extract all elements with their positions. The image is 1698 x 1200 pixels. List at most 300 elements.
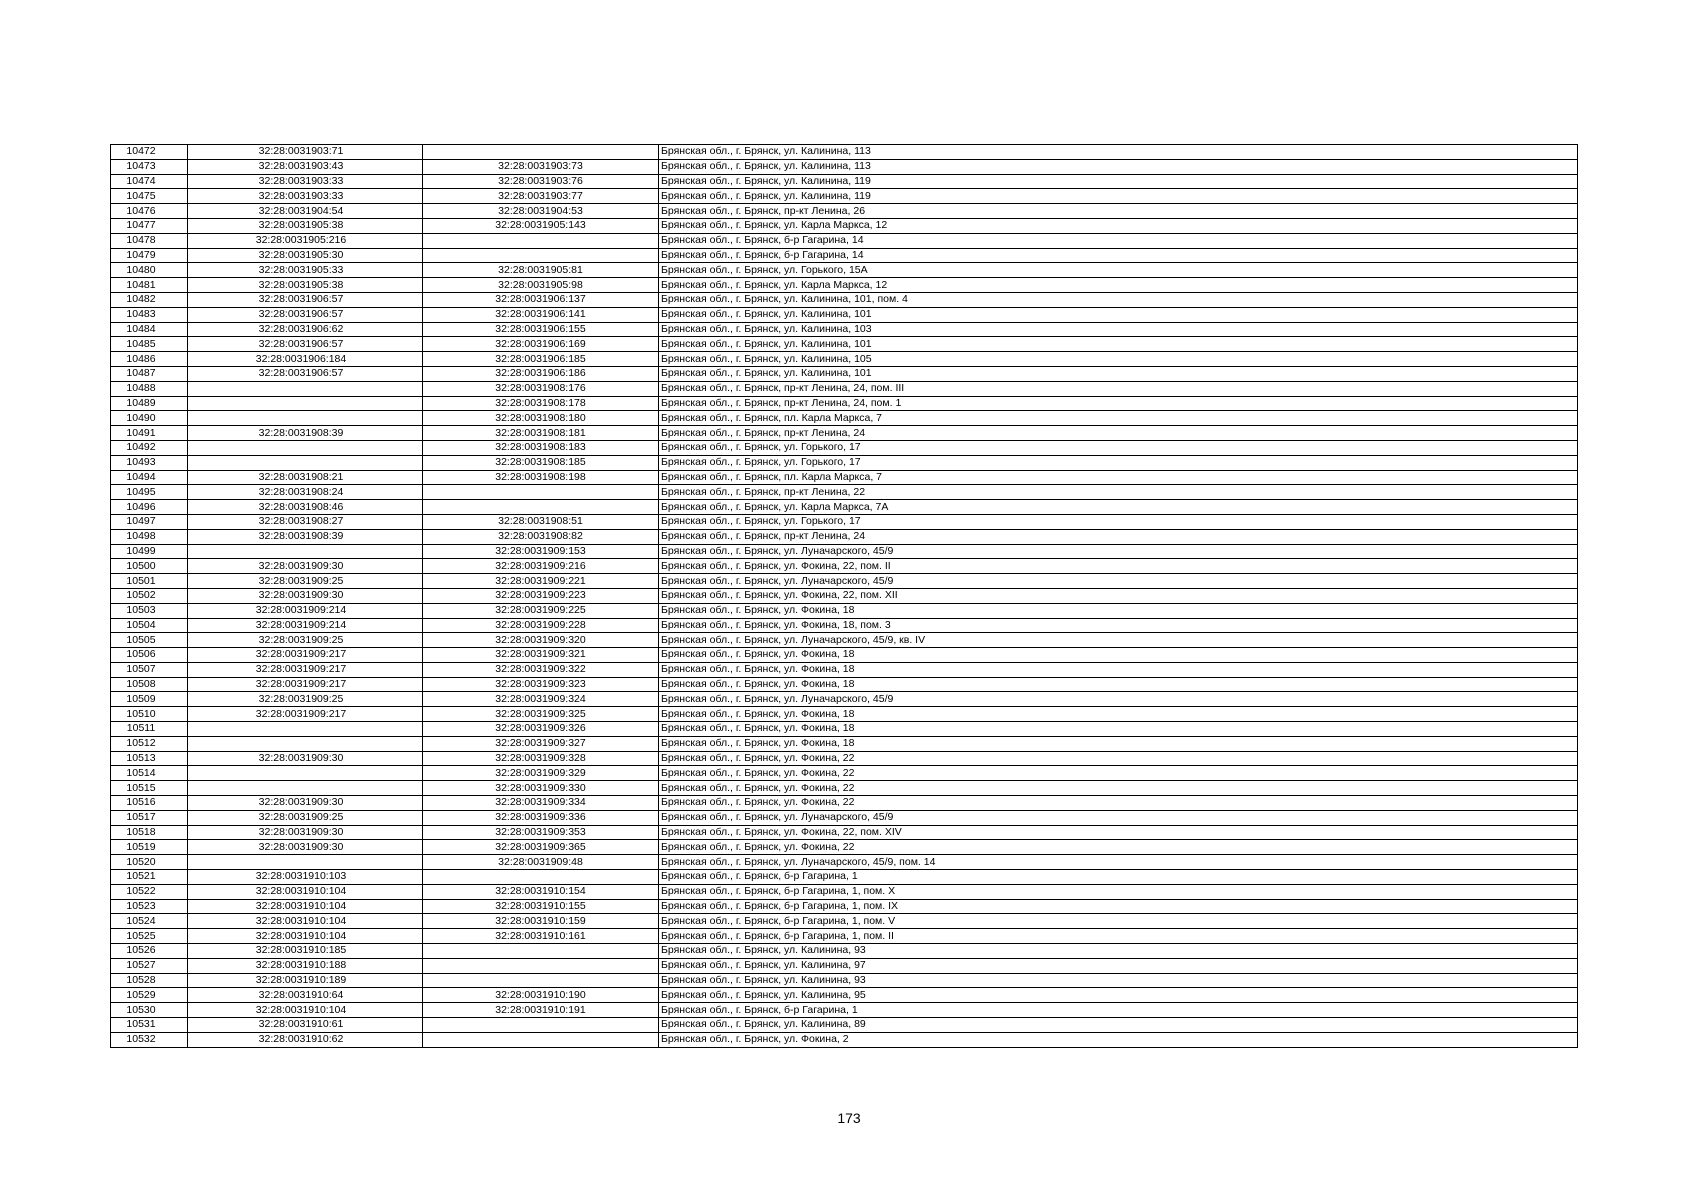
- cadastral-number-cell: [188, 455, 423, 470]
- address-cell: Брянская обл., г. Брянск, ул. Луначарского, 45/9: [659, 692, 1578, 707]
- row-number-cell: 10477: [111, 218, 188, 233]
- address-cell: Брянская обл., г. Брянск, ул. Калинина, 119: [659, 174, 1578, 189]
- address-cell: Брянская обл., г. Брянск, ул. Луначарского, 45/9: [659, 574, 1578, 589]
- cadastral-number-cell: 32:28:0031909:25: [188, 810, 423, 825]
- related-cadastral-number-cell: [423, 1032, 659, 1047]
- row-number-cell: 10485: [111, 337, 188, 352]
- related-cadastral-number-cell: 32:28:0031909:334: [423, 796, 659, 811]
- related-cadastral-number-cell: [423, 870, 659, 885]
- cadastral-number-cell: [188, 766, 423, 781]
- row-number-cell: 10509: [111, 692, 188, 707]
- table-row: [111, 973, 1578, 988]
- related-cadastral-number-cell: 32:28:0031910:159: [423, 914, 659, 929]
- table-row: [111, 411, 1578, 426]
- table-row: [111, 145, 1578, 160]
- address-cell: Брянская обл., г. Брянск, ул. Карла Маркса, 12: [659, 278, 1578, 293]
- address-cell: Брянская обл., г. Брянск, ул. Фокина, 18: [659, 662, 1578, 677]
- related-cadastral-number-cell: 32:28:0031905:81: [423, 263, 659, 278]
- related-cadastral-number-cell: [423, 233, 659, 248]
- related-cadastral-number-cell: 32:28:0031909:223: [423, 588, 659, 603]
- cadastral-number-cell: 32:28:0031910:189: [188, 973, 423, 988]
- row-number-cell: 10520: [111, 855, 188, 870]
- row-number-cell: 10495: [111, 485, 188, 500]
- address-cell: Брянская обл., г. Брянск, ул. Фокина, 18: [659, 648, 1578, 663]
- related-cadastral-number-cell: 32:28:0031905:98: [423, 278, 659, 293]
- address-cell: Брянская обл., г. Брянск, ул. Калинина, 101: [659, 337, 1578, 352]
- table-row: [111, 648, 1578, 663]
- page-number: 173: [837, 1110, 861, 1126]
- cadastral-number-cell: 32:28:0031910:104: [188, 929, 423, 944]
- table-row: [111, 189, 1578, 204]
- cadastral-number-cell: 32:28:0031909:25: [188, 633, 423, 648]
- related-cadastral-number-cell: 32:28:0031908:183: [423, 440, 659, 455]
- address-cell: Брянская обл., г. Брянск, ул. Горького, 17: [659, 514, 1578, 529]
- table-row: [111, 929, 1578, 944]
- address-cell: Брянская обл., г. Брянск, ул. Горького, 17: [659, 440, 1578, 455]
- cadastral-number-cell: 32:28:0031909:214: [188, 603, 423, 618]
- related-cadastral-number-cell: 32:28:0031908:180: [423, 411, 659, 426]
- address-cell: Брянская обл., г. Брянск, ул. Калинина, 95: [659, 988, 1578, 1003]
- row-number-cell: 10522: [111, 884, 188, 899]
- cadastral-number-cell: 32:28:0031909:30: [188, 588, 423, 603]
- table-row: [111, 870, 1578, 885]
- address-cell: Брянская обл., г. Брянск, ул. Луначарского, 45/9, пом. 14: [659, 855, 1578, 870]
- row-number-cell: 10519: [111, 840, 188, 855]
- table-row: [111, 248, 1578, 263]
- related-cadastral-number-cell: 32:28:0031909:228: [423, 618, 659, 633]
- address-cell: Брянская обл., г. Брянск, пл. Карла Маркса, 7: [659, 411, 1578, 426]
- cadastral-number-cell: 32:28:0031908:21: [188, 470, 423, 485]
- related-cadastral-number-cell: 32:28:0031909:216: [423, 559, 659, 574]
- cadastral-number-cell: 32:28:0031910:188: [188, 958, 423, 973]
- row-number-cell: 10523: [111, 899, 188, 914]
- address-cell: Брянская обл., г. Брянск, пр-кт Ленина, 24: [659, 529, 1578, 544]
- table-row: [111, 825, 1578, 840]
- related-cadastral-number-cell: 32:28:0031909:320: [423, 633, 659, 648]
- table-row: [111, 1032, 1578, 1047]
- cadastral-number-cell: 32:28:0031903:43: [188, 159, 423, 174]
- cadastral-number-cell: 32:28:0031908:39: [188, 426, 423, 441]
- table-row: [111, 263, 1578, 278]
- row-number-cell: 10499: [111, 544, 188, 559]
- table-row: [111, 603, 1578, 618]
- cadastral-number-cell: 32:28:0031909:30: [188, 751, 423, 766]
- row-number-cell: 10516: [111, 796, 188, 811]
- cadastral-number-cell: 32:28:0031909:217: [188, 648, 423, 663]
- table-row: [111, 559, 1578, 574]
- table-row: [111, 810, 1578, 825]
- cadastral-number-cell: 32:28:0031906:62: [188, 322, 423, 337]
- cadastral-number-cell: [188, 411, 423, 426]
- address-cell: Брянская обл., г. Брянск, пл. Карла Маркса, 7: [659, 470, 1578, 485]
- address-cell: Брянская обл., г. Брянск, пр-кт Ленина, 26: [659, 204, 1578, 219]
- row-number-cell: 10518: [111, 825, 188, 840]
- address-cell: Брянская обл., г. Брянск, ул. Горького, 17: [659, 455, 1578, 470]
- address-cell: Брянская обл., г. Брянск, ул. Фокина, 2: [659, 1032, 1578, 1047]
- table-row: [111, 426, 1578, 441]
- cadastral-number-cell: 32:28:0031910:64: [188, 988, 423, 1003]
- table-row: [111, 1003, 1578, 1018]
- table-row: [111, 470, 1578, 485]
- table-row: [111, 677, 1578, 692]
- related-cadastral-number-cell: 32:28:0031910:155: [423, 899, 659, 914]
- cadastral-number-cell: [188, 722, 423, 737]
- table-row: [111, 307, 1578, 322]
- table-row: [111, 440, 1578, 455]
- cadastral-number-cell: 32:28:0031906:57: [188, 292, 423, 307]
- cadastral-number-cell: 32:28:0031909:30: [188, 796, 423, 811]
- address-cell: Брянская обл., г. Брянск, ул. Калинина, 93: [659, 973, 1578, 988]
- table-row: [111, 944, 1578, 959]
- address-cell: Брянская обл., г. Брянск, ул. Фокина, 22, пом. II: [659, 559, 1578, 574]
- related-cadastral-number-cell: 32:28:0031908:51: [423, 514, 659, 529]
- related-cadastral-number-cell: 32:28:0031909:330: [423, 781, 659, 796]
- row-number-cell: 10510: [111, 707, 188, 722]
- table-row: [111, 233, 1578, 248]
- cadastral-number-cell: 32:28:0031910:103: [188, 870, 423, 885]
- address-cell: Брянская обл., г. Брянск, ул. Фокина, 18: [659, 707, 1578, 722]
- table-row: [111, 352, 1578, 367]
- table-row: [111, 840, 1578, 855]
- table-row: [111, 514, 1578, 529]
- table-row: [111, 174, 1578, 189]
- registry-table-body: [111, 145, 1578, 1048]
- address-cell: Брянская обл., г. Брянск, ул. Фокина, 22: [659, 751, 1578, 766]
- address-cell: Брянская обл., г. Брянск, ул. Фокина, 18: [659, 603, 1578, 618]
- table-row: [111, 751, 1578, 766]
- row-number-cell: 10505: [111, 633, 188, 648]
- address-cell: Брянская обл., г. Брянск, ул. Калинина, 105: [659, 352, 1578, 367]
- row-number-cell: 10526: [111, 944, 188, 959]
- address-cell: Брянская обл., г. Брянск, пр-кт Ленина, 24: [659, 426, 1578, 441]
- related-cadastral-number-cell: 32:28:0031906:185: [423, 352, 659, 367]
- row-number-cell: 10480: [111, 263, 188, 278]
- address-cell: Брянская обл., г. Брянск, ул. Калинина, 89: [659, 1018, 1578, 1033]
- address-cell: Брянская обл., г. Брянск, пр-кт Ленина, 22: [659, 485, 1578, 500]
- row-number-cell: 10479: [111, 248, 188, 263]
- related-cadastral-number-cell: [423, 500, 659, 515]
- row-number-cell: 10517: [111, 810, 188, 825]
- table-row: [111, 988, 1578, 1003]
- related-cadastral-number-cell: 32:28:0031910:161: [423, 929, 659, 944]
- related-cadastral-number-cell: 32:28:0031909:322: [423, 662, 659, 677]
- address-cell: Брянская обл., г. Брянск, ул. Луначарского, 45/9: [659, 810, 1578, 825]
- table-row: [111, 159, 1578, 174]
- table-row: [111, 958, 1578, 973]
- table-row: [111, 574, 1578, 589]
- row-number-cell: 10513: [111, 751, 188, 766]
- address-cell: Брянская обл., г. Брянск, б-р Гагарина, 1, пом. V: [659, 914, 1578, 929]
- related-cadastral-number-cell: 32:28:0031909:225: [423, 603, 659, 618]
- cadastral-number-cell: [188, 440, 423, 455]
- cadastral-number-cell: 32:28:0031905:30: [188, 248, 423, 263]
- address-cell: Брянская обл., г. Брянск, ул. Калинина, 101: [659, 366, 1578, 381]
- related-cadastral-number-cell: 32:28:0031909:323: [423, 677, 659, 692]
- cadastral-number-cell: 32:28:0031910:104: [188, 1003, 423, 1018]
- row-number-cell: 10490: [111, 411, 188, 426]
- table-row: [111, 500, 1578, 515]
- address-cell: Брянская обл., г. Брянск, ул. Калинина, 93: [659, 944, 1578, 959]
- cadastral-number-cell: 32:28:0031910:104: [188, 899, 423, 914]
- related-cadastral-number-cell: 32:28:0031903:73: [423, 159, 659, 174]
- related-cadastral-number-cell: 32:28:0031906:155: [423, 322, 659, 337]
- table-row: [111, 662, 1578, 677]
- row-number-cell: 10491: [111, 426, 188, 441]
- table-row: [111, 322, 1578, 337]
- row-number-cell: 10478: [111, 233, 188, 248]
- cadastral-number-cell: 32:28:0031905:38: [188, 218, 423, 233]
- table-row: [111, 722, 1578, 737]
- cadastral-number-cell: [188, 381, 423, 396]
- related-cadastral-number-cell: 32:28:0031910:191: [423, 1003, 659, 1018]
- table-row: [111, 337, 1578, 352]
- row-number-cell: 10493: [111, 455, 188, 470]
- row-number-cell: 10503: [111, 603, 188, 618]
- table-row: [111, 855, 1578, 870]
- address-cell: Брянская обл., г. Брянск, ул. Калинина, 101: [659, 307, 1578, 322]
- table-row: [111, 588, 1578, 603]
- table-row: [111, 707, 1578, 722]
- table-row: [111, 218, 1578, 233]
- cadastral-number-cell: 32:28:0031909:25: [188, 692, 423, 707]
- row-number-cell: 10492: [111, 440, 188, 455]
- row-number-cell: 10530: [111, 1003, 188, 1018]
- address-cell: Брянская обл., г. Брянск, ул. Калинина, 113: [659, 145, 1578, 160]
- address-cell: Брянская обл., г. Брянск, ул. Фокина, 18: [659, 677, 1578, 692]
- row-number-cell: 10489: [111, 396, 188, 411]
- row-number-cell: 10515: [111, 781, 188, 796]
- table-row: [111, 781, 1578, 796]
- related-cadastral-number-cell: 32:28:0031903:77: [423, 189, 659, 204]
- related-cadastral-number-cell: 32:28:0031909:325: [423, 707, 659, 722]
- table-row: [111, 278, 1578, 293]
- table-row: [111, 899, 1578, 914]
- address-cell: Брянская обл., г. Брянск, б-р Гагарина, 1, пом. II: [659, 929, 1578, 944]
- table-row: [111, 455, 1578, 470]
- table-row: [111, 766, 1578, 781]
- row-number-cell: 10507: [111, 662, 188, 677]
- row-number-cell: 10497: [111, 514, 188, 529]
- cadastral-number-cell: 32:28:0031909:30: [188, 559, 423, 574]
- row-number-cell: 10511: [111, 722, 188, 737]
- cadastral-number-cell: 32:28:0031908:39: [188, 529, 423, 544]
- address-cell: Брянская обл., г. Брянск, б-р Гагарина, 1: [659, 870, 1578, 885]
- row-number-cell: 10504: [111, 618, 188, 633]
- cadastral-number-cell: [188, 781, 423, 796]
- table-row: [111, 396, 1578, 411]
- related-cadastral-number-cell: [423, 145, 659, 160]
- row-number-cell: 10529: [111, 988, 188, 1003]
- cadastral-number-cell: 32:28:0031909:214: [188, 618, 423, 633]
- table-row: [111, 884, 1578, 899]
- address-cell: Брянская обл., г. Брянск, пр-кт Ленина, 24, пом. 1: [659, 396, 1578, 411]
- cadastral-number-cell: 32:28:0031910:61: [188, 1018, 423, 1033]
- row-number-cell: 10508: [111, 677, 188, 692]
- cadastral-number-cell: 32:28:0031903:33: [188, 189, 423, 204]
- related-cadastral-number-cell: 32:28:0031903:76: [423, 174, 659, 189]
- address-cell: Брянская обл., г. Брянск, ул. Луначарского, 45/9, кв. IV: [659, 633, 1578, 648]
- related-cadastral-number-cell: 32:28:0031910:190: [423, 988, 659, 1003]
- related-cadastral-number-cell: 32:28:0031908:176: [423, 381, 659, 396]
- cadastral-number-cell: 32:28:0031903:33: [188, 174, 423, 189]
- row-number-cell: 10496: [111, 500, 188, 515]
- related-cadastral-number-cell: 32:28:0031909:328: [423, 751, 659, 766]
- cadastral-number-cell: 32:28:0031910:62: [188, 1032, 423, 1047]
- table-row: [111, 485, 1578, 500]
- related-cadastral-number-cell: 32:28:0031908:178: [423, 396, 659, 411]
- row-number-cell: 10514: [111, 766, 188, 781]
- table-row: [111, 692, 1578, 707]
- row-number-cell: 10512: [111, 736, 188, 751]
- cadastral-number-cell: 32:28:0031905:38: [188, 278, 423, 293]
- related-cadastral-number-cell: [423, 1018, 659, 1033]
- related-cadastral-number-cell: 32:28:0031909:336: [423, 810, 659, 825]
- cadastral-number-cell: 32:28:0031906:57: [188, 366, 423, 381]
- related-cadastral-number-cell: 32:28:0031904:53: [423, 204, 659, 219]
- table-row: [111, 529, 1578, 544]
- cadastral-number-cell: 32:28:0031909:30: [188, 840, 423, 855]
- address-cell: Брянская обл., г. Брянск, ул. Фокина, 18: [659, 736, 1578, 751]
- row-number-cell: 10527: [111, 958, 188, 973]
- row-number-cell: 10498: [111, 529, 188, 544]
- address-cell: Брянская обл., г. Брянск, пр-кт Ленина, 24, пом. III: [659, 381, 1578, 396]
- address-cell: Брянская обл., г. Брянск, б-р Гагарина, 14: [659, 248, 1578, 263]
- address-cell: Брянская обл., г. Брянск, б-р Гагарина, 1: [659, 1003, 1578, 1018]
- address-cell: Брянская обл., г. Брянск, б-р Гагарина, 1, пом. IX: [659, 899, 1578, 914]
- address-cell: Брянская обл., г. Брянск, ул. Фокина, 18, пом. 3: [659, 618, 1578, 633]
- row-number-cell: 10487: [111, 366, 188, 381]
- address-cell: Брянская обл., г. Брянск, ул. Калинина, 103: [659, 322, 1578, 337]
- row-number-cell: 10481: [111, 278, 188, 293]
- address-cell: Брянская обл., г. Брянск, ул. Фокина, 22: [659, 781, 1578, 796]
- row-number-cell: 10506: [111, 648, 188, 663]
- cadastral-number-cell: 32:28:0031908:27: [188, 514, 423, 529]
- address-cell: Брянская обл., г. Брянск, б-р Гагарина, 1, пом. X: [659, 884, 1578, 899]
- row-number-cell: 10502: [111, 588, 188, 603]
- related-cadastral-number-cell: 32:28:0031909:321: [423, 648, 659, 663]
- cadastral-number-cell: 32:28:0031910:104: [188, 884, 423, 899]
- address-cell: Брянская обл., г. Брянск, ул. Луначарского, 45/9: [659, 544, 1578, 559]
- table-row: [111, 381, 1578, 396]
- cadastral-number-cell: [188, 544, 423, 559]
- address-cell: Брянская обл., г. Брянск, ул. Горького, 15А: [659, 263, 1578, 278]
- cadastral-number-cell: 32:28:0031910:104: [188, 914, 423, 929]
- address-cell: Брянская обл., г. Брянск, ул. Калинина, 119: [659, 189, 1578, 204]
- address-cell: Брянская обл., г. Брянск, ул. Фокина, 22: [659, 766, 1578, 781]
- row-number-cell: 10486: [111, 352, 188, 367]
- related-cadastral-number-cell: 32:28:0031906:141: [423, 307, 659, 322]
- address-cell: Брянская обл., г. Брянск, ул. Фокина, 22, пом. XIV: [659, 825, 1578, 840]
- cadastral-number-cell: 32:28:0031910:185: [188, 944, 423, 959]
- related-cadastral-number-cell: 32:28:0031909:329: [423, 766, 659, 781]
- address-cell: Брянская обл., г. Брянск, ул. Калинина, 97: [659, 958, 1578, 973]
- table-row: [111, 633, 1578, 648]
- row-number-cell: 10532: [111, 1032, 188, 1047]
- row-number-cell: 10473: [111, 159, 188, 174]
- cadastral-number-cell: 32:28:0031909:25: [188, 574, 423, 589]
- cadastral-number-cell: 32:28:0031906:57: [188, 337, 423, 352]
- cadastral-number-cell: 32:28:0031905:33: [188, 263, 423, 278]
- related-cadastral-number-cell: 32:28:0031909:365: [423, 840, 659, 855]
- address-cell: Брянская обл., г. Брянск, ул. Фокина, 22, пом. XII: [659, 588, 1578, 603]
- related-cadastral-number-cell: 32:28:0031909:353: [423, 825, 659, 840]
- row-number-cell: 10488: [111, 381, 188, 396]
- cadastral-number-cell: 32:28:0031906:184: [188, 352, 423, 367]
- cadastral-number-cell: 32:28:0031909:217: [188, 707, 423, 722]
- table-row: [111, 736, 1578, 751]
- row-number-cell: 10476: [111, 204, 188, 219]
- related-cadastral-number-cell: 32:28:0031910:154: [423, 884, 659, 899]
- related-cadastral-number-cell: 32:28:0031906:186: [423, 366, 659, 381]
- row-number-cell: 10501: [111, 574, 188, 589]
- related-cadastral-number-cell: [423, 944, 659, 959]
- table-row: [111, 914, 1578, 929]
- address-cell: Брянская обл., г. Брянск, ул. Калинина, 113: [659, 159, 1578, 174]
- address-cell: Брянская обл., г. Брянск, ул. Калинина, 101, пом. 4: [659, 292, 1578, 307]
- table-row: [111, 796, 1578, 811]
- related-cadastral-number-cell: 32:28:0031909:324: [423, 692, 659, 707]
- cadastral-number-cell: 32:28:0031908:24: [188, 485, 423, 500]
- row-number-cell: 10484: [111, 322, 188, 337]
- related-cadastral-number-cell: 32:28:0031909:48: [423, 855, 659, 870]
- address-cell: Брянская обл., г. Брянск, ул. Фокина, 18: [659, 722, 1578, 737]
- cadastral-number-cell: 32:28:0031909:217: [188, 677, 423, 692]
- table-row: [111, 618, 1578, 633]
- row-number-cell: 10531: [111, 1018, 188, 1033]
- row-number-cell: 10474: [111, 174, 188, 189]
- cadastral-number-cell: [188, 855, 423, 870]
- row-number-cell: 10524: [111, 914, 188, 929]
- cadastral-number-cell: 32:28:0031903:71: [188, 145, 423, 160]
- cadastral-number-cell: [188, 736, 423, 751]
- cadastral-number-cell: 32:28:0031904:54: [188, 204, 423, 219]
- address-cell: Брянская обл., г. Брянск, ул. Карла Маркса, 12: [659, 218, 1578, 233]
- related-cadastral-number-cell: 32:28:0031909:153: [423, 544, 659, 559]
- cadastral-number-cell: 32:28:0031909:217: [188, 662, 423, 677]
- table-row: [111, 204, 1578, 219]
- related-cadastral-number-cell: 32:28:0031909:327: [423, 736, 659, 751]
- cadastral-number-cell: 32:28:0031906:57: [188, 307, 423, 322]
- row-number-cell: 10528: [111, 973, 188, 988]
- row-number-cell: 10521: [111, 870, 188, 885]
- cadastral-number-cell: 32:28:0031905:216: [188, 233, 423, 248]
- row-number-cell: 10500: [111, 559, 188, 574]
- row-number-cell: 10482: [111, 292, 188, 307]
- related-cadastral-number-cell: [423, 485, 659, 500]
- related-cadastral-number-cell: [423, 958, 659, 973]
- row-number-cell: 10483: [111, 307, 188, 322]
- related-cadastral-number-cell: 32:28:0031905:143: [423, 218, 659, 233]
- row-number-cell: 10494: [111, 470, 188, 485]
- related-cadastral-number-cell: 32:28:0031908:198: [423, 470, 659, 485]
- related-cadastral-number-cell: 32:28:0031906:137: [423, 292, 659, 307]
- address-cell: Брянская обл., г. Брянск, ул. Фокина, 22: [659, 840, 1578, 855]
- related-cadastral-number-cell: 32:28:0031908:82: [423, 529, 659, 544]
- related-cadastral-number-cell: 32:28:0031908:181: [423, 426, 659, 441]
- related-cadastral-number-cell: 32:28:0031909:326: [423, 722, 659, 737]
- related-cadastral-number-cell: [423, 973, 659, 988]
- related-cadastral-number-cell: 32:28:0031908:185: [423, 455, 659, 470]
- table-row: [111, 544, 1578, 559]
- cadastral-number-cell: 32:28:0031908:46: [188, 500, 423, 515]
- row-number-cell: 10525: [111, 929, 188, 944]
- table-row: [111, 366, 1578, 381]
- row-number-cell: 10472: [111, 145, 188, 160]
- cadastral-number-cell: [188, 396, 423, 411]
- related-cadastral-number-cell: 32:28:0031909:221: [423, 574, 659, 589]
- cadastral-number-cell: 32:28:0031909:30: [188, 825, 423, 840]
- table-row: [111, 1018, 1578, 1033]
